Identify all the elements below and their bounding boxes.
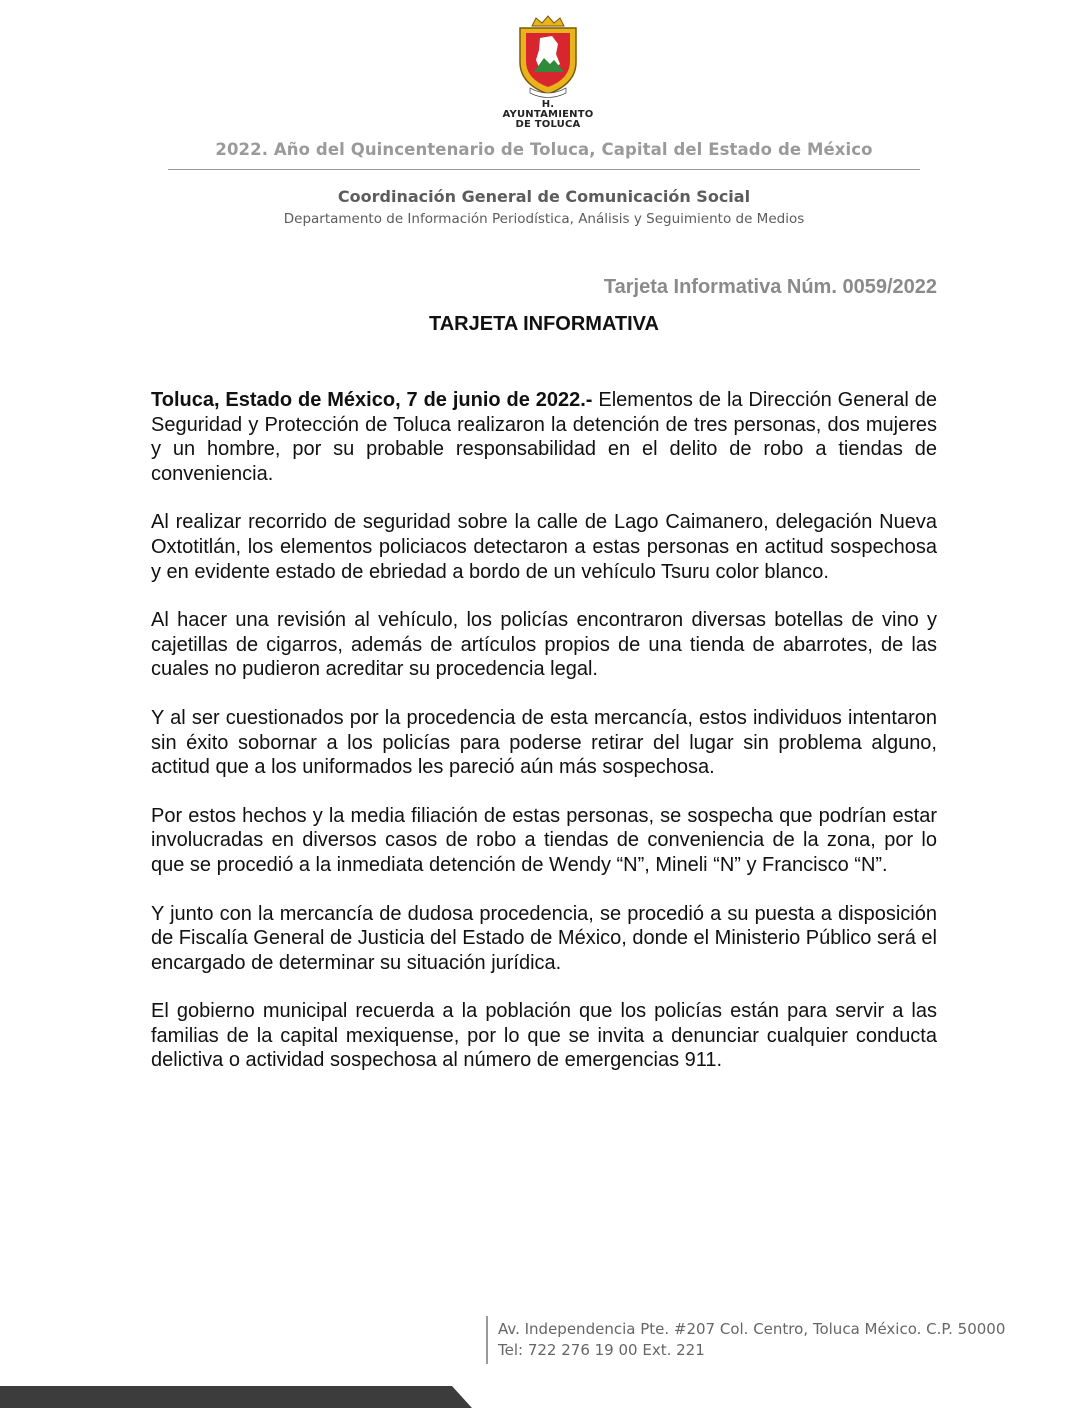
- paragraph-1: [151, 388, 937, 486]
- footer-address: Av. Independencia Pte. #207 Col. Centro, Toluca México. C.P. 50000: [498, 1320, 1006, 1338]
- dateline: Toluca, Estado de México, 7 de junio de 2022.-: [151, 389, 593, 411]
- paragraph-2: Al realizar recorrido de seguridad sobre la calle de Lago Caimanero, delegación Nueva Oxtotitlán, los elementos policiacos detectaron a estas personas en actitud sospechosa y en evidente estado de ebriedad a bordo de un vehículo Tsuru color blanco.: [151, 511, 937, 583]
- header-divider: [168, 169, 920, 170]
- paragraph-6: Y junto con la mercancía de dudosa procedencia, se procedió a su puesta a disposición de Fiscalía General de Justicia del Estado de México, donde el Ministerio Público será el encargado de determinar su situación jurídica.: [151, 902, 937, 974]
- logo-caption: [496, 100, 600, 130]
- footer-divider: [486, 1316, 488, 1364]
- paragraph-1-text: Elementos de la Dirección General de Seguridad y Protección de Toluca realizaron la detención de tres personas, dos mujeres y un hombre, por su probable responsabilidad en el delito de robo a tiendas de conveniencia.: [151, 389, 937, 485]
- coordination-title: Coordinación General de Comunicación Social: [337, 187, 751, 206]
- document-body: [151, 388, 937, 1097]
- paragraph-5: Por estos hechos y la media filiación de estas personas, se sospecha que podrían estar involucradas en diversos casos de robo a tiendas de conveniencia de la zona, por lo que se procedió a la inmediata detención de Wendy “N”, Mineli “N” y Francisco “N”.: [151, 804, 937, 876]
- footer-phone: Tel: 722 276 19 00 Ext. 221: [498, 1341, 705, 1359]
- logo-caption-line2: DE TOLUCA: [515, 119, 581, 130]
- coat-of-arms-icon: [512, 14, 584, 98]
- paragraph-3: Al hacer una revisión al vehículo, los policías encontraron diversas botellas de vino y cajetillas de cigarros, además de artículos propios de una tienda de abarrotes, de las cuales no pudieron acreditar su procedencia legal.: [151, 609, 937, 681]
- paragraph-4: Y al ser cuestionados por la procedencia de esta mercancía, estos individuos intentaron sin éxito sobornar a los policías para poderse retirar del lugar sin problema alguno, actitud que a los uniformados les pareció aún más sospechosa.: [151, 706, 937, 779]
- footer-contact: [498, 1319, 1005, 1361]
- municipal-logo: [496, 14, 600, 130]
- bottom-band: [0, 1386, 1088, 1408]
- document-title: TARJETA INFORMATIVA: [429, 313, 659, 335]
- paragraph-7: El gobierno municipal recuerda a la población que los policías están para servir a las familias de la capital mexiquense, por lo que se invita a denunciar cualquier conducta delictiva o actividad sospechosa al número de emergencias 911.: [151, 1000, 937, 1072]
- department-subtitle: Departamento de Información Periodística, Análisis y Seguimiento de Medios: [283, 211, 805, 227]
- year-slogan: 2022. Año del Quincentenario de Toluca, Capital del Estado de México: [215, 140, 873, 159]
- logo-caption-line1: H. AYUNTAMIENTO: [502, 99, 594, 120]
- card-number: Tarjeta Informativa Núm. 0059/2022: [603, 276, 937, 298]
